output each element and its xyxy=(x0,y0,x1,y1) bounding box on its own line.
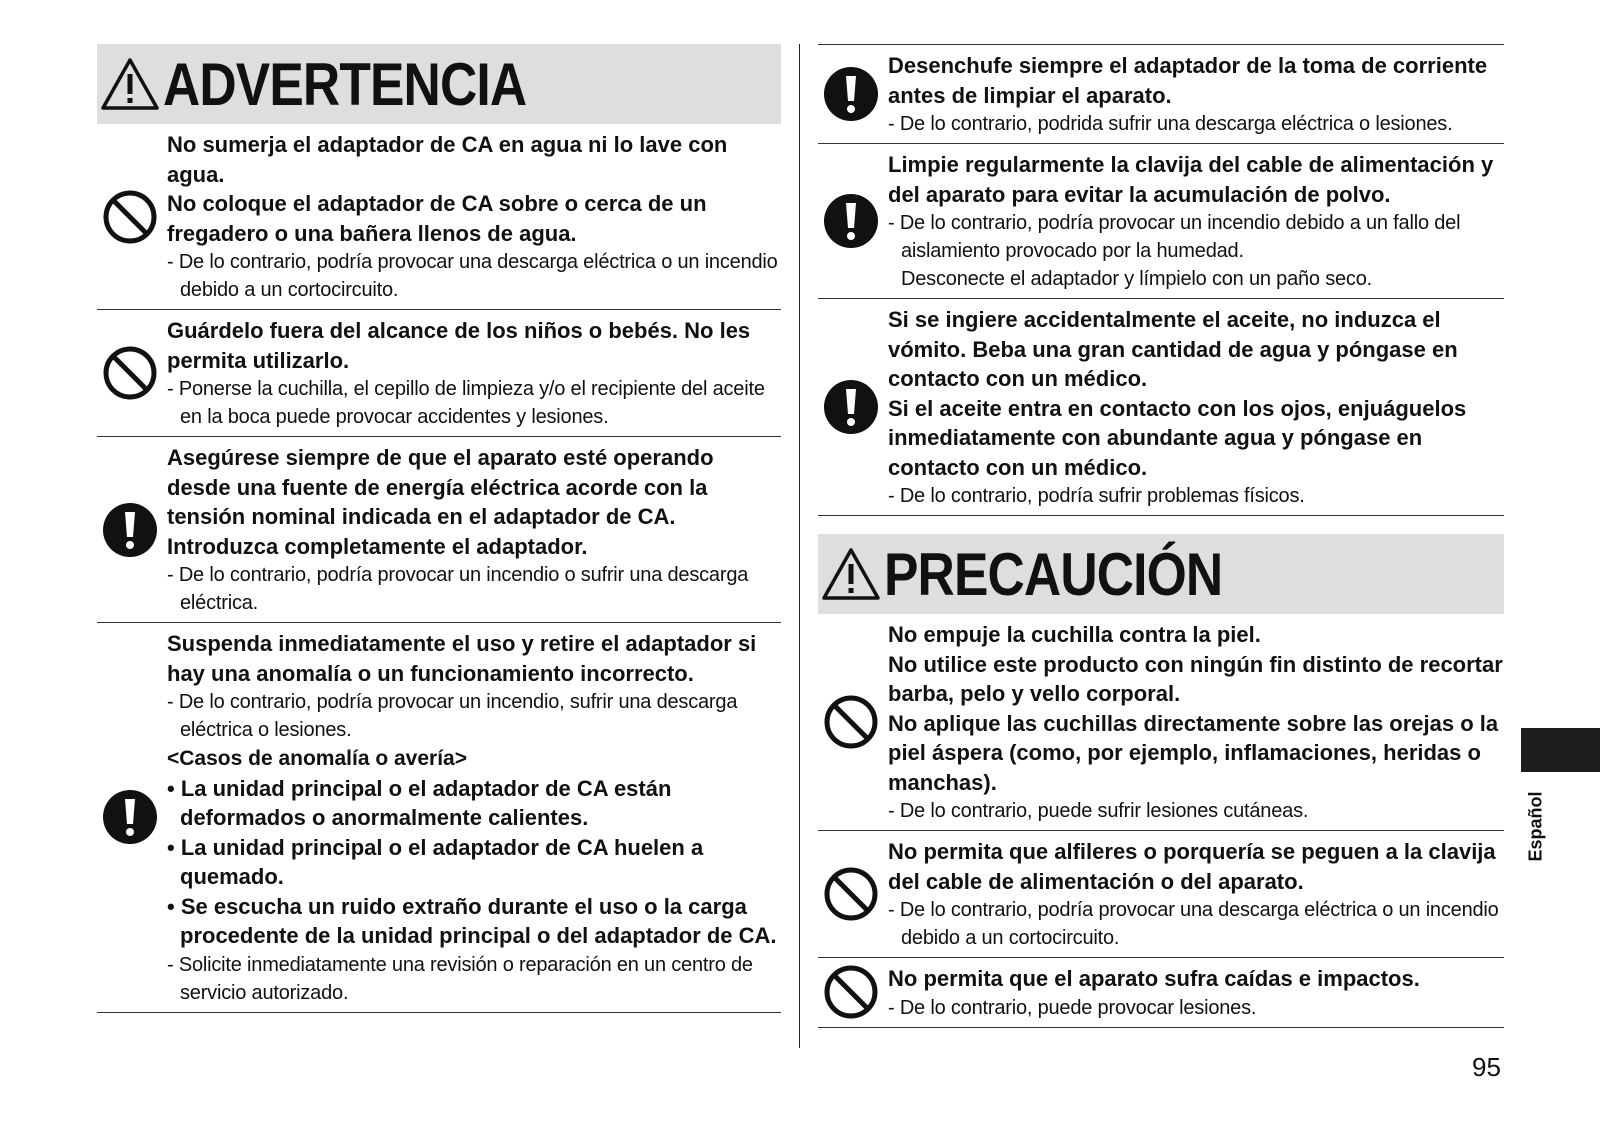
warning-item-children xyxy=(97,310,781,437)
prohibition-icon xyxy=(822,693,880,751)
mandatory-icon xyxy=(822,378,880,436)
item-bold-text: Asegúrese siempre de que el aparato esté operando desde una fuente de energía eléctrica acorde con la tensión nominal indicada en el adaptador de CA. xyxy=(167,445,714,529)
warning-item-oil xyxy=(818,299,1504,516)
item-bold-text: Si se ingiere accidentalmente el aceite, no induzca el vómito. Beba una gran cantidad de agua y póngase en contacto con un médico. xyxy=(888,307,1458,391)
warning-item-unplug xyxy=(818,44,1504,144)
prohibition-icon xyxy=(101,188,159,246)
anomaly-bullet: • La unidad principal o el adaptador de CA están deformados o anormalmente calientes. xyxy=(167,775,672,830)
item-bold-text: No coloque el adaptador de CA sobre o cerca de un fregadero o una bañera llenos de agua. xyxy=(167,191,707,246)
right-column xyxy=(818,44,1504,1028)
warning-item-voltage xyxy=(97,437,781,623)
item-note: Desconecte el adaptador y límpielo con un paño seco. xyxy=(901,268,1373,290)
advertencia-title: ADVERTENCIA xyxy=(163,50,527,118)
mandatory-icon xyxy=(822,192,880,250)
prohibition-icon xyxy=(822,963,880,1021)
item-bold-text: Limpie regularmente la clavija del cable de alimentación y del aparato para evitar la acumulación de polvo. xyxy=(888,152,1494,207)
page-number: 95 xyxy=(1472,1052,1501,1082)
item-note: - Ponerse la cuchilla, el cepillo de limpieza y/o el recipiente del aceite en la boca puede provocar accidentes y lesiones. xyxy=(167,378,765,428)
mandatory-icon xyxy=(101,501,159,559)
prohibition-icon xyxy=(822,865,880,923)
warning-item-clean-plug xyxy=(818,144,1504,299)
advertencia-column xyxy=(97,44,781,1013)
item-bold-text: Guárdelo fuera del alcance de los niños o bebés. No les permita utilizarlo. xyxy=(167,318,751,373)
warning-triangle-icon xyxy=(99,56,161,112)
warning-item-water xyxy=(97,124,781,310)
item-note: - De lo contrario, podrida sufrir una descarga eléctrica o lesiones. xyxy=(888,113,1453,135)
prohibition-icon xyxy=(101,344,159,402)
caution-item-drops xyxy=(818,958,1504,1028)
anomaly-bullet: • Se escucha un ruido extraño durante el uso o la carga procedente de la unidad principal o del adaptador de CA. xyxy=(167,893,777,948)
item-note: - Solicite inmediatamente una revisión o reparación en un centro de servicio autorizado. xyxy=(167,953,753,1004)
advertencia-header xyxy=(97,44,781,124)
mandatory-icon xyxy=(101,788,159,846)
item-note: - De lo contrario, podría provocar un incendio o sufrir una descarga eléctrica. xyxy=(167,564,749,614)
item-bold-text: Desenchufe siempre el adaptador de la toma de corriente antes de limpiar el aparato. xyxy=(888,53,1488,108)
anomaly-bullet: • La unidad principal o el adaptador de CA huelen a quemado. xyxy=(167,834,704,889)
item-bold-text: No permita que el aparato sufra caídas e impactos. xyxy=(888,966,1420,991)
item-bold-text: No utilice este producto con ningún fin distinto de recortar barba, pelo y vello corporal. xyxy=(888,651,1503,706)
item-note: - De lo contrario, podría provocar una descarga eléctrica o un incendio debido a un cortocircuito. xyxy=(888,899,1499,949)
warning-triangle-icon xyxy=(820,546,882,602)
item-note: - De lo contrario, podría sufrir problemas físicos. xyxy=(888,485,1305,507)
item-bold-text: Suspenda inmediatamente el uso y retire el adaptador si hay una anomalía o un funcionamiento incorrecto. xyxy=(167,631,757,686)
item-note: - De lo contrario, puede provocar lesiones. xyxy=(888,996,1257,1019)
precaucion-title: PRECAUCIÓN xyxy=(884,540,1223,608)
item-bold-text: No sumerja el adaptador de CA en agua ni lo lave con agua. xyxy=(167,132,728,187)
anomaly-subheading: <Casos de anomalía o avería> xyxy=(167,747,467,770)
item-note: - De lo contrario, puede sufrir lesiones cutáneas. xyxy=(888,800,1309,822)
item-note: - De lo contrario, podría provocar un incendio, sufrir una descarga eléctrica o lesiones. xyxy=(167,691,738,741)
language-label-text: Español xyxy=(1525,790,1546,862)
item-bold-text: Introduzca completamente el adaptador. xyxy=(167,533,588,559)
mandatory-icon xyxy=(822,65,880,123)
item-note: - De lo contrario, podría provocar una descarga eléctrica o un incendio debido a un cortocircuito. xyxy=(167,251,778,301)
item-bold-text: Si el aceite entra en contacto con los ojos, enjuáguelos inmediatamente con abundante agua y póngase en contacto con un médico. xyxy=(888,395,1467,480)
column-divider xyxy=(799,44,800,1048)
item-bold-text: No aplique las cuchillas directamente sobre las orejas o la piel áspera (como, por ejemplo, inflamaciones, heridas o manchas). xyxy=(888,710,1499,795)
item-note: - De lo contrario, podría provocar un incendio debido a un fallo del aislamiento provocado por la humedad. xyxy=(888,212,1461,262)
precaucion-header xyxy=(818,534,1504,614)
caution-item-pins xyxy=(818,831,1504,958)
language-label xyxy=(1524,786,1548,866)
caution-item-skin xyxy=(818,614,1504,831)
warning-item-anomaly xyxy=(97,623,781,1013)
language-tab xyxy=(1521,728,1600,772)
item-bold-text: No empuje la cuchilla contra la piel. xyxy=(888,622,1261,647)
item-bold-text: No permita que alfileres o porquería se peguen a la clavija del cable de alimentación o del aparato. xyxy=(888,839,1496,894)
